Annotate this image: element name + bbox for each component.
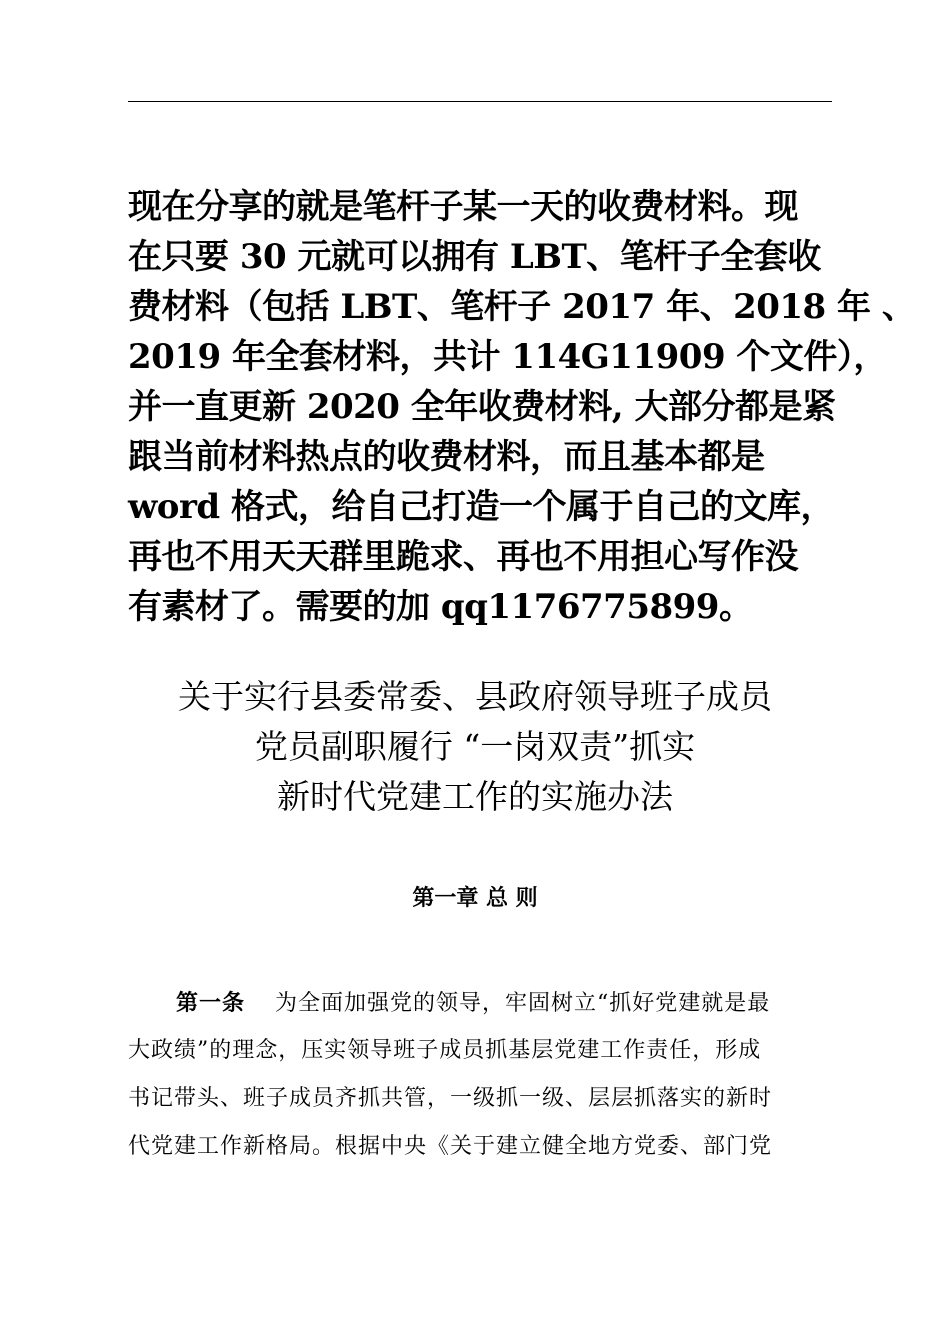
article-first-line [128, 979, 838, 1027]
chapter-heading: 第一章 总 则 [412, 885, 538, 911]
promo-line: 再也不用天天群里跪求、再也不用担心写作没 [128, 537, 798, 577]
document-title [0, 672, 950, 822]
article-label: 第一条 [176, 990, 246, 1016]
promo-line: 跟当前材料热点的收费材料，而且基本都是 [128, 437, 765, 477]
promo-line: word 格式，给自己打造一个属于自己的文库， [128, 487, 834, 527]
promo-line: 费材料（包括 LBT、笔杆子 2017 年、2018 年 、 [128, 287, 916, 327]
header-rule [128, 101, 832, 102]
article-line: 大政绩”的理念，压实领导班子成员抓基层党建工作责任，形成 [128, 1038, 762, 1063]
promo-paragraph [128, 182, 916, 632]
promo-line: 2019 年全套材料，共计 114G11909 个文件）， [128, 337, 887, 377]
title-line: 新时代党建工作的实施办法 [277, 777, 673, 816]
promo-line: 现在分享的就是笔杆子某一天的收费材料。现 [128, 187, 798, 227]
promo-line: 并一直更新 2020 全年收费材料, 大部分都是紧 [128, 387, 836, 427]
promo-line: 有素材了。需要的加 qq1176775899。 [128, 587, 753, 627]
promo-line: 在只要 30 元就可以拥有 LBT、笔杆子全套收 [128, 237, 821, 277]
article-first-line-text: 为全面加强党的领导，牢固树立“抓好党建就是最 [275, 991, 771, 1016]
title-line: 关于实行县委常委、县政府领导班子成员 [178, 677, 772, 716]
article-line: 代党建工作新格局。根据中央《关于建立健全地方党委、部门党 [128, 1134, 773, 1159]
article-paragraph [128, 979, 838, 1171]
title-line: 党员副职履行 “一岗双责”抓实 [254, 727, 696, 766]
article-line: 书记带头、班子成员齐抓共管，一级抓一级、层层抓落实的新时 [128, 1086, 773, 1111]
